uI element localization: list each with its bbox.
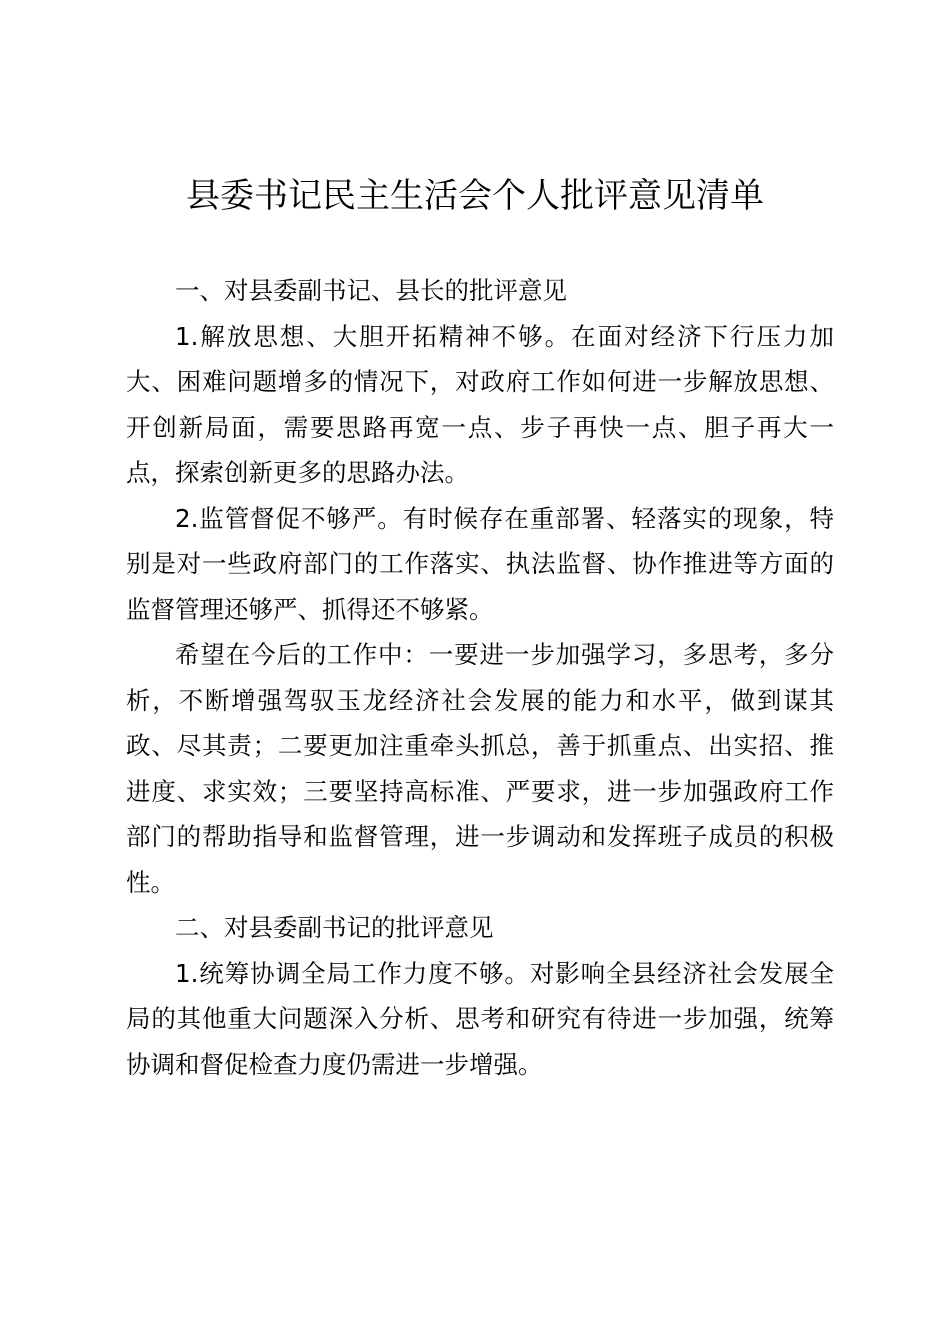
section-heading-2: 二、对县委副书记的批评意见 (175, 913, 494, 942)
document-body (126, 268, 834, 1087)
document-title: 县委书记民主生活会个人批评意见清单 (186, 176, 764, 216)
paragraph-1-1: 1.解放思想、大胆开拓精神不够。在面对经济下行压力加大、困难问题增多的情况下，对政府工作如何进一步解放思想、开创新局面，需要思路再宽一点、步子再快一点、胆子再大一点，探索创新更多的思路办法。 (126, 321, 834, 487)
paragraph-1-2: 2.监管督促不够严。有时候存在重部署、轻落实的现象，特别是对一些政府部门的工作落实、执法监督、协作推进等方面的监督管理还够严、抓得还不够紧。 (126, 503, 834, 624)
section-heading-1: 一、对县委副书记、县长的批评意见 (175, 276, 567, 305)
paragraph-2-1: 1.统筹协调全局工作力度不够。对影响全县经济社会发展全局的其他重大问题深入分析、思考和研究有待进一步加强，统筹协调和督促检查力度仍需进一步增强。 (126, 958, 834, 1079)
paragraph-1-3: 希望在今后的工作中：一要进一步加强学习，多思考，多分析，不断增强驾驭玉龙经济社会发展的能力和水平，做到谋其政、尽其责；二要更加注重牵头抓总，善于抓重点、出实招、推进度、求实效；三要坚持高标准、严要求，进一步加强政府工作部门的帮助指导和监督管理，进一步调动和发挥班子成员的积极性。 (126, 640, 834, 897)
